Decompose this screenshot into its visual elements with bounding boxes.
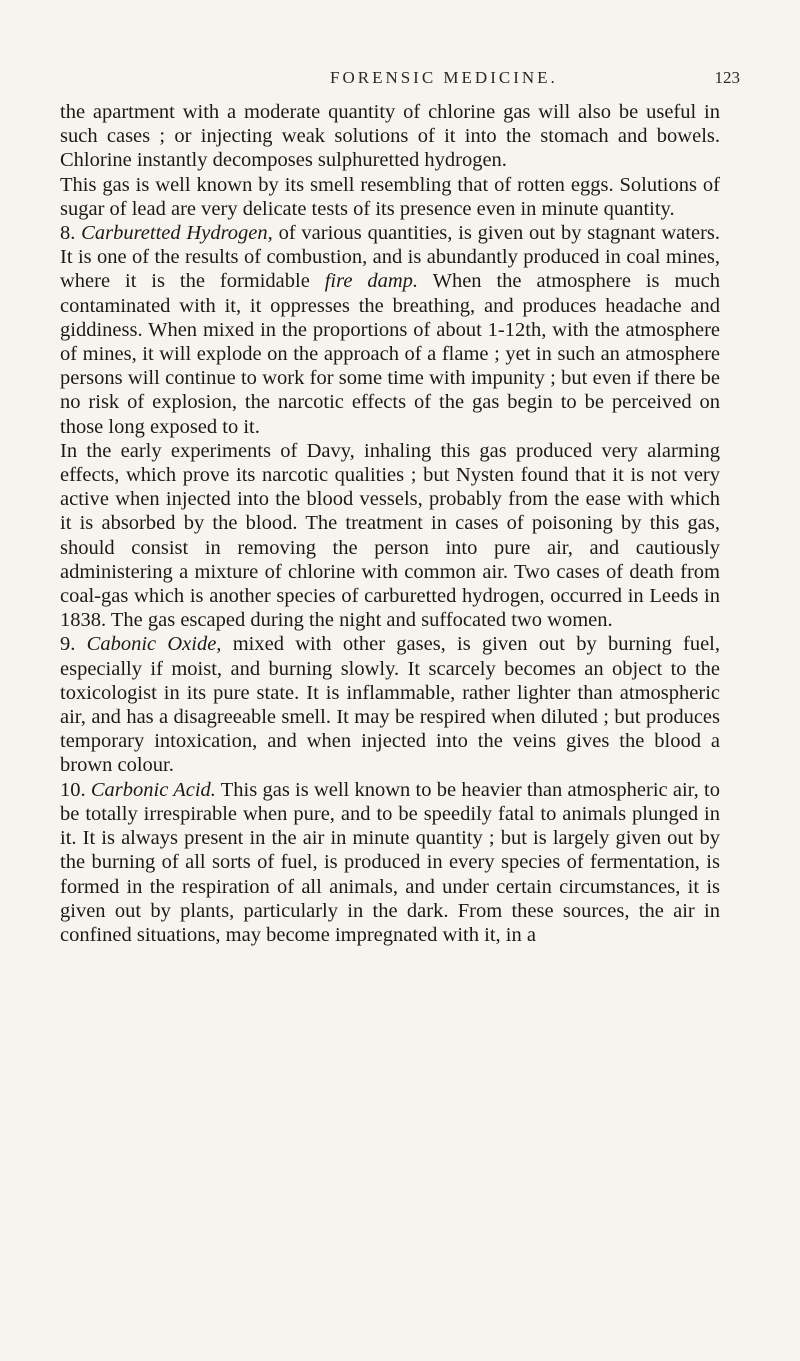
- emphasis-term: fire damp.: [324, 270, 419, 293]
- body-text: [60, 100, 720, 947]
- paragraph-text: In the early experiments of Davy, inhaling this gas produced very alarming effects, which prove its narcotic qualities ; but Nysten found that it is not very active when injected into the blood vessels, probably from the ease with which it is absorbed by the blood. The treatment in cases of poisoning by this gas, should consist in removing the person into pure air, and cautiously administering a mixture of chlorine with common air. Two cases of death from coal-gas which is another species of carburetted hydrogen, occurred in Leeds in 1838. The gas escaped during the night and suffocated two women.: [60, 439, 720, 632]
- paragraph-text: mixed with other gases, is given out by burning fuel, especially if moist, and burning slowly. It scarcely becomes an object to the toxicologist in its pure state. It is inflammable, rather lighter than atmospheric air, and has a disagreeable smell. It may be respired when diluted ; but produces temporary intoxication, and when injected into the veins gives the blood a brown colour.: [60, 633, 721, 777]
- paragraph-text: When the atmosphere is much contaminated with it, it oppresses the breathing, and produces headache and giddiness. When mixed in the proportions of about 1-12th, with the atmosphere of mines, it will explode on the approach of a flame ; yet in such an atmosphere persons will continue to work for some time with impunity ; but even if there be no risk of explosion, the narcotic effects of the gas begin to be perceived on those long exposed to it.: [60, 270, 720, 438]
- paragraph-carbonic-acid: [60, 778, 720, 947]
- paragraph-text: of various quantities, is given out by stagnant waters. It is one of the results of combustion, and is abundantly produced in coal mines, where it is the formidable: [60, 222, 720, 293]
- paragraph: [60, 439, 720, 633]
- paragraph-text: This gas is well known by its smell resembling that of rotten eggs. Solutions of sugar of lead are very delicate tests of its presence even in minute quantity.: [60, 173, 720, 220]
- section-term: Cabonic Oxide,: [86, 633, 222, 656]
- page-number: 123: [714, 68, 740, 87]
- paragraph: [60, 100, 720, 173]
- section-number: 10.: [60, 778, 86, 801]
- paragraph-carbonic-oxide: [60, 632, 720, 777]
- section-term: Carburetted Hydrogen,: [81, 222, 273, 245]
- paragraph-carburetted-hydrogen: [60, 221, 720, 439]
- paragraph-text: This gas is well known to be heavier than atmospheric air, to be totally irrespirable when pure, and to be speedily fatal to animals plunged in it. It is always present in the air in minute quantity ; but is largely given out by the burning of all sorts of fuel, is produced in every species of fermentation, is formed in the respiration of all animals, and under certain circumstances, it is given out by plants, particularly in the dark. From these sources, the air in confined situations, may become impregnated with it, in a: [60, 778, 720, 946]
- section-term: Carbonic Acid.: [90, 778, 216, 801]
- page-header: [80, 68, 740, 92]
- section-number: 8.: [60, 222, 76, 245]
- paragraph-text: the apartment with a moderate quantity of chlorine gas will also be useful in such cases ; or injecting weak solutions of it into the stomach and bowels. Chlorine instantly decomposes sulphuretted hydrogen.: [60, 101, 720, 172]
- section-number: 9.: [60, 633, 76, 656]
- running-head: FORENSIC MEDICINE.: [330, 68, 558, 87]
- paragraph: [60, 173, 720, 221]
